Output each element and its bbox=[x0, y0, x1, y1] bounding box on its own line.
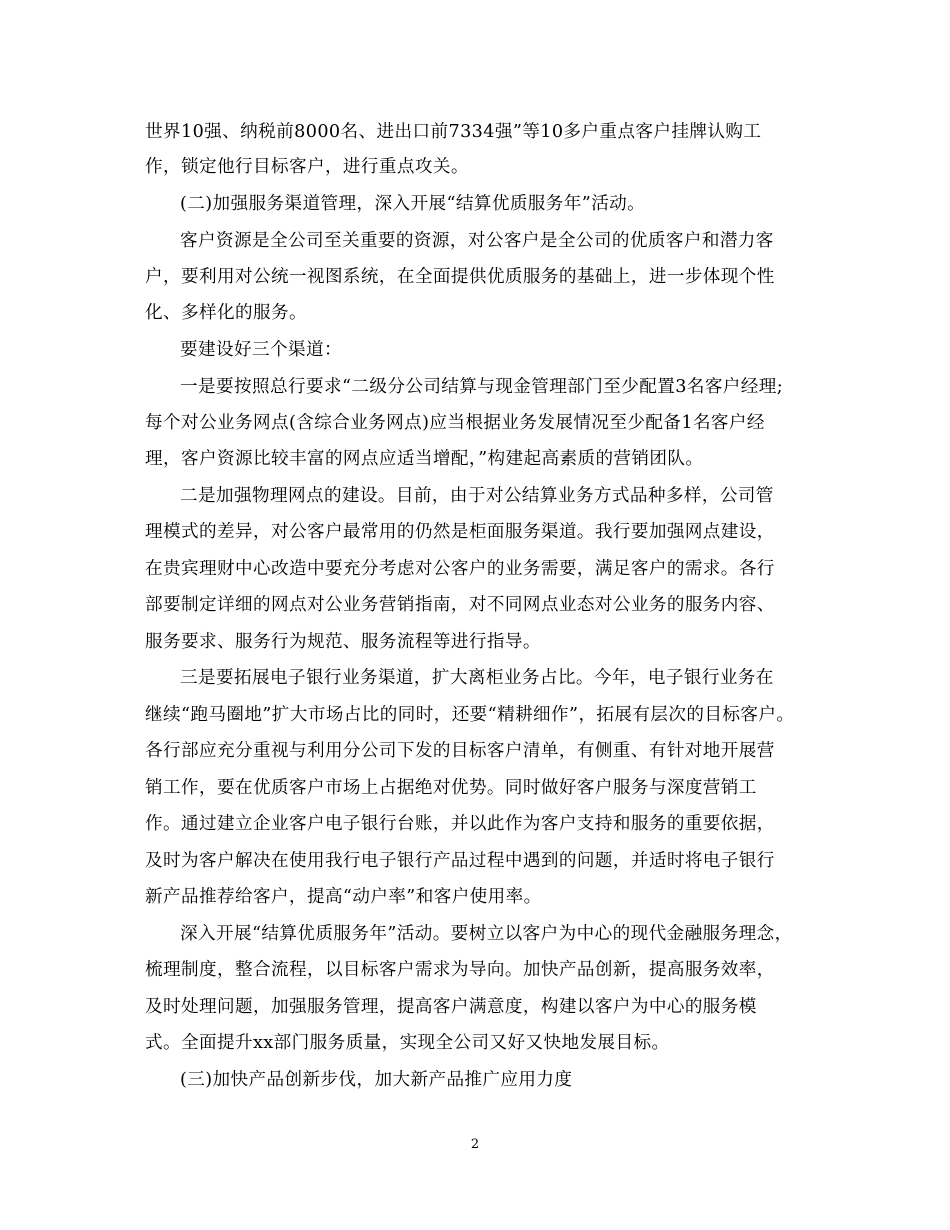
text-line: 一是要按照总行要求“二级分公司结算与现金管理部门至少配置3名客户经理; bbox=[180, 377, 784, 397]
text-line: 理，客户资源比较丰富的网点应适当增配，”构建起高素质的营销团队。 bbox=[145, 449, 704, 469]
page-number: 2 bbox=[470, 1137, 480, 1152]
text-line: 客户资源是全公司至关重要的资源，对公客户是全公司的优质客户和潜力客 bbox=[180, 231, 774, 251]
text-line: 式。全面提升xx部门服务质量，实现全公司又好又快地发展目标。 bbox=[145, 1033, 670, 1053]
section-heading: (二)加强服务渠道管理，深入开展“结算优质服务年”活动。 bbox=[180, 194, 646, 214]
text-line: 世界10强、纳税前8000名、进出口前7334强”等10多户重点客户挂牌认购工 bbox=[145, 122, 762, 142]
text-line: 服务要求、服务行为规范、服务流程等进行指导。 bbox=[145, 632, 541, 652]
text-line: 要建设好三个渠道： bbox=[180, 340, 342, 360]
text-line: 及时为客户解决在使用我行电子银行产品过程中遇到的问题，并适时将电子银行 bbox=[145, 851, 775, 871]
text-line: 继续“跑马圈地”扩大市场占比的同时，还要“精耕细作”，拓展有层次的目标客户。 bbox=[145, 705, 795, 725]
text-line: 销工作，要在优质客户市场上占据绝对优势。同时做好客户服务与深度营销工 bbox=[145, 778, 757, 798]
text-line: 在贵宾理财中心改造中要充分考虑对公客户的业务需要，满足客户的需求。各行 bbox=[145, 559, 775, 579]
text-line: 各行部应充分重视与利用分公司下发的目标客户清单，有侧重、有针对地开展营 bbox=[145, 741, 775, 761]
text-line: 户，要利用对公统一视图系统，在全面提供优质服务的基础上，进一步体现个性 bbox=[145, 267, 775, 287]
text-line: 深入开展“结算优质服务年”活动。要树立以客户为中心的现代金融服务理念， bbox=[180, 924, 793, 944]
text-line: 三是要拓展电子银行业务渠道，扩大离柜业务占比。今年，电子银行业务在 bbox=[180, 668, 774, 688]
text-line: 部要制定详细的网点对公业务营销指南，对不同网点业态对公业务的服务内容、 bbox=[145, 595, 775, 615]
section-heading: (三)加快产品创新步伐，加大新产品推广应用力度 bbox=[180, 1070, 573, 1090]
text-line: 理模式的差异，对公客户最常用的仍然是柜面服务渠道。我行要加强网点建设， bbox=[145, 522, 775, 542]
text-line: 二是加强物理网点的建设。目前，由于对公结算业务方式品种多样，公司管 bbox=[180, 486, 774, 506]
text-line: 新产品推荐给客户，提高“动户率”和客户使用率。 bbox=[145, 887, 542, 907]
text-line: 及时处理问题，加强服务管理，提高客户满意度，构建以客户为中心的服务模 bbox=[145, 997, 757, 1017]
text-line: 梳理制度，整合流程，以目标客户需求为导向。加快产品创新，提高服务效率， bbox=[145, 960, 775, 980]
text-line: 化、多样化的服务。 bbox=[145, 303, 307, 323]
text-line: 每个对公业务网点(含综合业务网点)应当根据业务发展情况至少配备1名客户经 bbox=[145, 413, 765, 433]
text-line: 作。通过建立企业客户电子银行台账，并以此作为客户支持和服务的重要依据， bbox=[145, 814, 775, 834]
text-line: 作，锁定他行目标客户，进行重点攻关。 bbox=[145, 157, 469, 177]
